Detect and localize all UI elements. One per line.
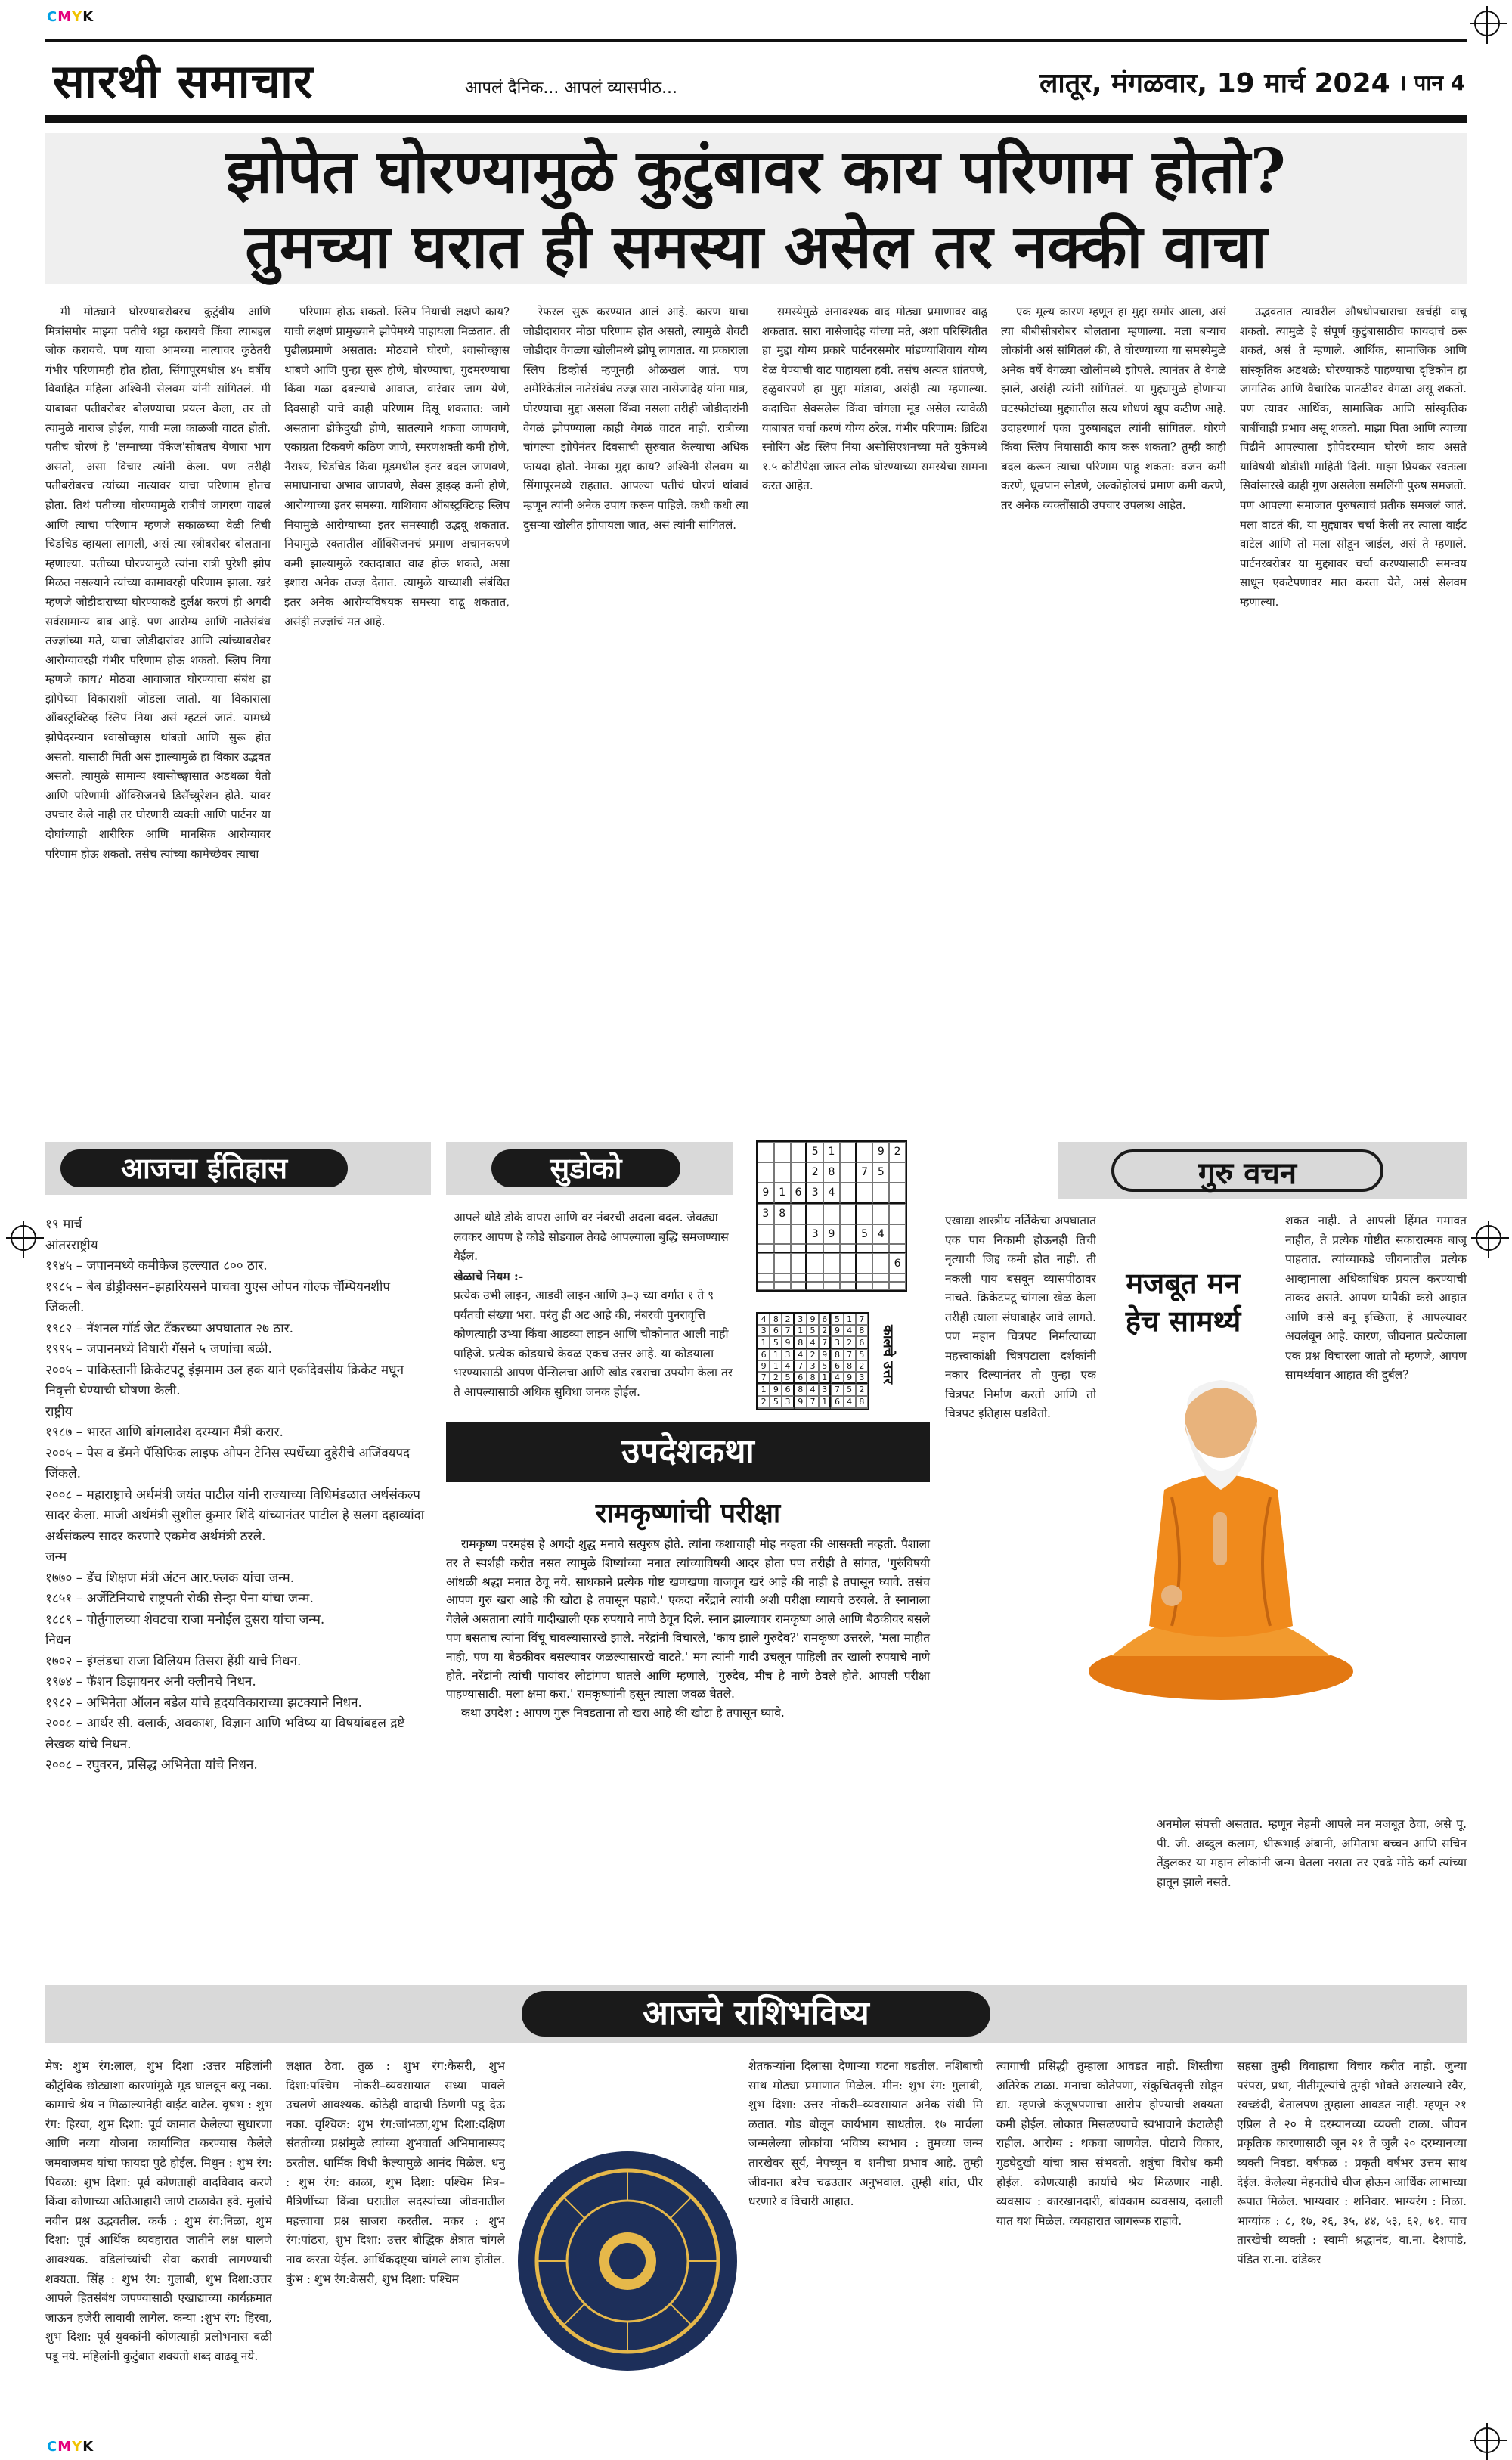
answer-cell [782,1407,794,1409]
sudoku-rules-title: खेळाचे नियम :- [454,1268,524,1283]
answer-cell: 4 [758,1314,770,1325]
answer-cell [758,1407,770,1409]
answer-cell: 6 [831,1396,843,1407]
sudoku-cell[interactable] [840,1162,857,1183]
sudoku-cell[interactable] [758,1224,774,1245]
sudoku-cell[interactable] [840,1273,857,1282]
masthead-top-rule [45,39,1467,42]
answer-cell: 3 [795,1314,807,1325]
sudoku-cell[interactable] [774,1142,791,1162]
sudoku-cell[interactable] [791,1244,807,1253]
answer-cell: 1 [758,1336,770,1348]
sudoku-cell[interactable] [758,1253,774,1273]
sudoku-cell[interactable]: 5 [857,1224,873,1245]
history-line: १८५१ – अर्जेंटिनियाचे राष्ट्रपती रोकी सेन्झ पेना यांचा जन्म. [45,1591,314,1606]
quote-text-left: एखाद्या शास्त्रीय नर्तिकेचा अपघातात एक पाय निकामी होऊनही तिची नृत्याची जिद्द कमी होत नाही. ती नकली पाय बसवून व्यासपीठावर नाचते. क्रिकेटपटू चांगला खेळ केला तरीही त्याला संघाबाहेर जावे लागते. पण महान चित्रपट निर्मात्याच्या महत्त्वाकांक्षी चित्रपटाला दर्शकांनी नकार दिल्यानंतर तो पुन्हा एक चित्रपट निर्माण करतो आणि तो चित्रपट इतिहास घडवितो. [945,1214,1096,1420]
meditating-sage-illustration [1081,1339,1361,1702]
answer-cell: 9 [770,1384,782,1395]
answer-cell: 2 [856,1384,868,1395]
sudoku-cell[interactable] [774,1282,791,1290]
sudoku-cell[interactable] [791,1273,807,1282]
sudoku-cell[interactable]: 3 [807,1224,823,1245]
history-line: आंतरराष्ट्रीय [45,1237,98,1253]
answer-cell: 2 [770,1372,782,1384]
answer-cell: 8 [807,1372,819,1384]
sudoku-cell[interactable]: 3 [807,1183,823,1204]
answer-cell: 8 [856,1396,868,1407]
answer-cell: 4 [807,1336,819,1348]
answer-cell: 1 [758,1384,770,1395]
quote-text-bottom: अनमोल संपत्ती असतात. म्हणून नेहमी आपले मन मजबूत ठेवा, असे पू. पी. जी. अब्दुल कलाम, धीरूभाई अंबानी, अमिताभ बच्चन आणि सचिन तेंडुलकर या महान लोकांनी जन्म घेतला नसता तर एवढे मोठे कर्म त्यांच्या हातून झाले नसते. [1157,1817,1467,1889]
history-line: २००८ – रघुवरन, प्रसिद्ध अभिनेता यांचे निधन. [45,1757,258,1773]
quote-heading: गुरु वचन [1111,1149,1383,1192]
sudoku-cell[interactable]: 9 [872,1142,889,1162]
answer-cell: 1 [844,1314,856,1325]
answer-cell: 1 [770,1360,782,1372]
article-body [45,302,1467,1119]
answer-cell: 2 [782,1314,794,1325]
quote-text-top-right: शकत नाही. ते आपली हिंमत गमावत नाहीत, ते प्रत्येक गोष्टीत सकारात्मक बाजू पाहतात. त्यांच्याकडे जीवनातील प्रत्येक आव्हानाला अधिकाधिक प्रयत्न करण्याची ताकद असते. आपण यापैकी कसे आहात आणि कसे बनू इच्छिता, हे आपल्यावर अवलंबून आहे. कारण, जीवनात प्रत्येकाला एक प्रश्न विचारला जातो तो म्हणजे, आपण सामर्थ्यवान आहात की दुर्बल? [1285,1214,1467,1382]
history-line: जन्म [45,1550,67,1565]
sudoku-cell[interactable] [823,1253,840,1273]
answer-cell [819,1407,831,1409]
history-line: २००८ – महाराष्ट्राचे अर्थमंत्री जयंत पाटील यांनी राज्याच्या विधिमंडळात अर्थसंकल्प सादर केला. माजी अर्थमंत्री सुशील कुमार शिंदे यांच्यानंतर पाटील हे सलग दहाव्यांदा अर्थसंकल्प सादर करणारे एकमेव अर्थमंत्री ठरले. [45,1487,425,1544]
cmyk-label-top: CMYK [47,9,94,25]
story-moral: कथा उपदेश : आपण गुरू निवडताना तो खरा आहे की खोटा हे तपासून घ्यावे. [461,1706,785,1720]
answer-cell: 1 [795,1325,807,1336]
sudoku-cell[interactable] [823,1282,840,1290]
sudoku-cell[interactable] [872,1273,889,1282]
sudoku-cell[interactable] [889,1204,906,1224]
sudoku-cell[interactable] [840,1282,857,1290]
zodiac-wheel-illustration [514,2148,741,2375]
history-line: १९८७ – भारत आणि बांगलादेश दरम्यान मैत्री करार. [45,1425,284,1440]
masthead [45,44,1467,113]
headline-line-2: तुमच्या घरात ही समस्या असेल तर नक्की वाचा [245,211,1267,282]
history-section [45,1142,431,1966]
sudoku-cell[interactable] [823,1273,840,1282]
sudoku-cell[interactable]: 8 [774,1204,791,1224]
answer-cell [831,1407,843,1409]
horoscope-column-1: मेष: शुभ रंग:लाल, शुभ दिशा :उत्तर महिलांनी कौटुंबिक छोट्याशा कारणांमुळे मूड घालवून बसू नका. कामाचे श्रेय न मिळाल्यानेही वाईट वाटेल. वृषभ : शुभ रंग: हिरवा, शुभ दिशा: पूर्व कामात केलेल्या सुधारणा आणि नव्या योजना कार्यान्वित करण्यास केलेले जमवाजमव यांचा फायदा पुढे होईल. मिथुन : शुभ रंग: पिवळा: शुभ दिशा: पूर्व कोणताही वादविवाद करणे किंवा कोणाच्या अतिआहारी जाणे टाळावेत हवे. मुलांचे नवीन प्रश्न उद्भवतील. कर्क : शुभ रंग:निळा, शुभ दिशा: पूर्व आर्थिक व्यवहारात जातीने लक्ष घालणे आवश्यक. वडिलांच्यांची सेवा करावी लागण्याची शक्यता. सिंह : शुभ रंग: गुलाबी, शुभ दिशा:उत्तर आपले हितसंबंध जपण्यासाठी एखाद्याच्या कार्यक्रमात जाऊन हजेरी लावावी लागेल. कन्या :शुभ रंग: हिरवा, शुभ दिशा: पूर्व युवकांनी कोणत्याही प्रलोभनास बळी पडू नये. महिलांनी कुटुंबात शक्यतो शब्द वाढवू नये. [45,2059,272,2363]
answer-cell: 5 [831,1314,843,1325]
history-line: १८८९ – पोर्तुगालच्या शेवटचा राजा मनोईल दुसरा यांचा जन्म. [45,1612,325,1627]
history-line: निधन [45,1633,71,1648]
answer-cell: 6 [782,1384,794,1395]
answer-cell: 9 [782,1336,794,1348]
article-column-1: मी मोठ्याने घोरण्याबरोबरच कुटुंबीय आणि मित्रांसमोर माझ्या पतीचे थट्टा करायचे किंवा त्याबद्दल जोक करायचे. पण याचा आमच्या नात्यावर कुठेतरी गंभीर परिणामही होत होता, सिंगापूरमधील ४५ वर्षीय विवाहित महिला अश्विनी सेलवम यांनी सांगितलं. मी याबाबत पतीबरोबर बोलण्याचा प्रयत्न केला, तर तो त्यामुळे नाराज होईल, याची मला काळजी वाटत होती. पतीचं घोरणं हे 'लग्नाच्या पॅकेज'सोबतच येणारा भाग असतो, असा विचार त्यांनी केला. पण तरीही पतीबरोबरच त्यांच्या नात्यावर याचा परिणाम होतच होता. तिथं पतीच्या घोरण्यामुळे रात्रीचं जागरण वाढलं आणि त्याचा परिणाम म्हणजे सकाळच्या वेळी तिची चिडचिड व्हायला लागली, असं त्या स्त्रीबरोबर बोलताना म्हणाल्या. पतीच्या घोरण्यामुळे त्यांना रात्री पुरेशी झोप मिळत नसल्याने त्यांच्या कामावरही परिणाम झाला. खरं म्हणजे जोडीदाराच्या घोरण्याकडे दुर्लक्ष करणं ही अगदी सर्वसामान्य बाब आहे. पण आरोग्य आणि नातेसंबंध तज्ज्ञांच्या मते, याचा जोडीदारांवर आणि त्यांच्याबरोबर आरोग्यावरही गंभीर परिणाम होऊ शकतो. स्लिप निया म्हणजे काय? मोठ्या आवाजात घोरण्याचा संबंध हा झोपेच्या विकाराशी जोडला जातो. या विकाराला ऑबस्ट्रक्टिव्ह स्लिप निया असं म्हटलं जातं. यामध्ये झोपेदरम्यान श्वासोच्छ्वास थांबतो आणि सुरू होत असतो. यासाठी मिती असं झाल्यामुळे हा विकार उद्भवत असतो. त्यामुळे सामान्य श्वासोच्छ्वासात अडथळा येतो आणि परिणामी ऑक्सिजनचे डिसॅच्युरेशन होते. यावर उपचार केले नाही तर घोरणारी व्यक्ती आणि पार्टनर या दोघांच्याही शारीरिक आणि मानसिक आरोग्यावर परिणाम होऊ शकतो. तसेच त्यांच्या कामेच्छेवर त्याचा [45,305,271,861]
sudoku-cell[interactable] [889,1282,906,1290]
story-body: रामकृष्ण परमहंस हे अगदी शुद्ध मनाचे सत्पुरुष होते. त्यांना कशाचाही मोह नव्हता की आसक्ती नव्हती. पैशाला तर ते स्पर्शही करीत नसत त्यामुळे शिष्यांच्या मनात त्यांच्याविषयी आदर होता पण तरीही ते सांगत, 'गुरुंविषयी आंधळी श्रद्धा मनात ठेवू नये. साधकाने प्रत्येक गोष्ट खणखणा वाजवून खरं आहे की नाही हे तपासून घ्यावे. तसंच आपण गुरु खरा आहे की खोटा हे तपासून पहावे.' एकदा नरेंद्राने त्यांची अशी परीक्षा घ्यायचे ठरवले. ते स्नानाला गेलेले असताना त्यांचे गादीखाली एक रुपयाचे नाणे ठेवून दिले. स्नान झाल्यावर रामकृष्ण आले आणि बैठकीवर बसले पण बसताच त्यांना विंचू चावल्यासारखे झाले. नरेंद्रांनी विचारले, 'काय झाले गुरुदेव?' रामकृष्ण उत्तरले, 'मला माहीत नाही, पण या बैठकीवर बसल्यावर जळल्यासारखे वाटते.' मग त्यांनी गादी उचलून पाहिली तर खाली रुपयाचे नाणे होते. नरेंद्रांनी त्यांची पायांवर लोटांगण घातले आणि म्हणाले, 'गुरुदेव, मीच हे नाणे ठेवले होते. आपली परीक्षा पाहण्यासाठी. मला क्षमा करा.' रामकृष्णांनी हसून त्याला जवळ घेतले. कथा उपदेश : आपण गुरू निवडताना तो खरा आहे की खोटा हे तपासून घ्यावे. [446,1535,930,1723]
sudoku-cell[interactable] [857,1253,873,1273]
sudoku-cell[interactable] [758,1162,774,1183]
answer-cell: 9 [844,1372,856,1384]
answer-cell: 3 [856,1372,868,1384]
answer-cell: 7 [782,1325,794,1336]
history-line: १९८२ – अभिनेता ऑलन बडेल यांचे हृदयविकाराच्या झटक्याने निधन. [45,1695,362,1711]
history-heading: आजचा ईतिहास [60,1149,348,1187]
history-line: १९९५ – जपानमध्ये विषारी गॅसने ५ जणांचा बळी. [45,1342,272,1357]
answer-cell: 7 [856,1314,868,1325]
history-header [45,1142,431,1195]
page-number: । पान 4 [1399,70,1466,95]
sudoku-cell[interactable] [840,1204,857,1224]
sudoku-cell[interactable] [872,1204,889,1224]
answer-cell: 5 [770,1336,782,1348]
article-column-5: एक मूल्य कारण म्हणून हा मुद्दा समोर आला, असं त्या बीबीसीबरोबर बोलताना म्हणाल्या. मला बऱ्याच लोकांनी असं सांगितलं की, ते घोरण्याच्या या समस्येमुळे अनेक वर्षे वेगळ्या खोलीमध्ये झोपले. त्यानंतर ते वेगळे झाले, असंही त्यांनी सांगितलं. या मुद्द्यामुळे होणाऱ्या घटस्फोटांच्या मुद्द्यातील सत्य शोधणं खूप कठीण आहे. उदाहरणार्थ एका पुरुषाबद्दल त्यांनी सांगितलं. घोरणे किंवा स्लिप नियासाठी काय करू शकता? तुम्ही काही बदल करून त्याचा परिणाम पाहू शकता: वजन कमी करणे, धूम्रपान सोडणे, अल्कोहोलचं प्रमाण कमी करणे, तर अनेक व्यक्तींसाठी उपचार उपलब्ध आहेत. [1001,305,1226,512]
answer-cell: 3 [831,1336,843,1348]
answer-cell: 5 [856,1349,868,1360]
answer-cell: 5 [770,1396,782,1407]
registration-mark [1474,2427,1500,2453]
answer-cell: 3 [758,1325,770,1336]
horoscope-column-5: सहसा तुम्ही विवाहाचा विचार करीत नाही. जुन्या परंपरा, प्रथा, नीतीमूल्यांचे तुम्ही भोक्ते असल्याने स्वैर, स्वच्छंदी, बेतालपण तुम्हाला आवडत नाही. म्हणून २१ एप्रिल ते २० मे दरम्यानच्या व्यक्ती टाळा. जीवन प्रकृतिक कारणासाठी जून २१ ते जुलै २० दरम्यानच्या व्यक्ती निवडा. वर्षफळ : प्रकृती वर्षभर उत्तम साथ देईल. केलेल्या मेहनतीचे चीज होऊन आर्थिक लाभाच्या रूपात मिळेल. भाग्यवार : शनिवार. भाग्यरंग : निळा. भाग्यांक : ८, १७, २६, ३५, ४४, ५३, ६२, ७१. याच तारखेची व्यक्ती : स्वामी श्रद्धानंद, वा.ना. देशपांडे, पंडित रा.ना. दांडेकर [1237,2059,1467,2266]
answer-cell: 1 [819,1396,831,1407]
sudoku-cell[interactable] [823,1244,840,1253]
answer-cell: 6 [819,1314,831,1325]
date-line: लातूर, मंगळवार, 19 मार्च 2024 [1040,68,1390,99]
answer-cell: 6 [758,1349,770,1360]
sudoku-cell[interactable] [857,1244,873,1253]
answer-cell: 3 [782,1396,794,1407]
sudoku-cell[interactable] [889,1244,906,1253]
answer-cell: 4 [807,1384,819,1395]
sudoku-cell[interactable] [774,1244,791,1253]
sudoku-cell[interactable] [889,1273,906,1282]
sudoku-cell[interactable]: 7 [857,1162,873,1183]
quote-title: मजबूत मन हेच सामर्थ्य [1125,1266,1241,1338]
answer-cell: 7 [831,1384,843,1395]
article-column-2: परिणाम होऊ शकतो. स्लिप नियाची लक्षणे काय? याची लक्षणं प्रामुख्याने झोपेमध्ये पाहायला मिळतात. ती पुढीलप्रमाणे असतात: मोठ्याने घोरणे, श्वासोच्छ्वास थांबणे आणि पुन्हा सुरू होणे, घोरण्याचा, गुदमरण्याचा किंवा गळा दबल्याचे आवाज, वारंवार जाग येणे, दिवसाही याचे काही परिणाम दिसू शकतात: जागे असताना डोकेदुखी होणे, सातत्याने थकवा जाणवणे, एकाग्रता टिकवणे कठिण जाणे, स्मरणशक्ती कमी होणे, नैराश्य, चिडचिड किंवा मूडमधील इतर बदल जाणवणे, समाधानाचा अभाव जाणवणे, सेक्स ड्राइव्ह कमी होणे, आरोग्याच्या इतर समस्या. याशिवाय ऑबस्ट्रक्टिव्ह स्लिप नियामुळे आरोग्याच्या इतर समस्याही उद्भवू शकतात. नियामुळे रक्तातील ऑक्सिजनचं प्रमाण अचानकपणे कमी झाल्यामुळे रक्तदाबात वाढ होऊ शकते, असा इशारा अनेक तज्ज्ञ देतात. त्यामुळे याच्याशी संबंधित इतर अनेक आरोग्यविषयक समस्या वाढू शकतात, असंही तज्ज्ञांचं मत आहे. [284,305,510,628]
sudoku-cell[interactable] [857,1273,873,1282]
answer-cell: 3 [782,1349,794,1360]
sudoku-cell[interactable] [823,1204,840,1224]
sudoku-cell[interactable] [774,1162,791,1183]
answer-cell: 6 [770,1325,782,1336]
answer-cell: 4 [782,1360,794,1372]
answer-cell: 2 [758,1396,770,1407]
history-list [45,1214,431,1776]
sudoku-cell[interactable] [889,1224,906,1245]
answer-cell: 4 [844,1325,856,1336]
sudoku-cell[interactable]: 5 [807,1142,823,1162]
history-line: १९ मार्च [45,1217,82,1232]
registration-mark [1476,1225,1501,1251]
sudoku-cell[interactable] [758,1273,774,1282]
history-line: १९८२ – नॅशनल गॉर्ड जेट टँकरच्या अपघातात २७ ठार. [45,1320,294,1336]
sudoku-cell[interactable]: 5 [872,1162,889,1183]
sudoku-cell[interactable]: 3 [758,1204,774,1224]
sudoku-cell[interactable]: 8 [823,1162,840,1183]
history-line: २००५ – पेस व डॅमने पॅसिफिक लाइफ ओपन टेनिस स्पर्धेच्या दुहेरीचे अजिंक्यपद जिंकले. [45,1445,411,1481]
sudoku-cell[interactable] [872,1183,889,1204]
history-line: २००८ – आर्थर सी. क्लार्क, अवकाश, विज्ञान आणि भविष्य या विषयांबद्दल द्रष्टे लेखक यांचे निधन. [45,1716,405,1752]
history-line: १७०२ – इंग्लंडचा राजा विलियम तिसरा हेंग्री याचे निधन. [45,1653,302,1669]
sudoku-cell[interactable] [807,1244,823,1253]
sudoku-cell[interactable] [840,1142,857,1162]
sudoku-cell[interactable] [857,1183,873,1204]
answer-cell: 5 [807,1325,819,1336]
history-line: राष्ट्रीय [45,1404,73,1419]
sudoku-cell[interactable]: 4 [823,1183,840,1204]
sudoku-cell[interactable]: 9 [758,1183,774,1204]
sudoku-cell[interactable] [840,1224,857,1245]
horoscope-column-3: शेतकऱ्यांना दिलासा देणाऱ्या घटना घडतील. नशिबाची साथ मोठ्या प्रमाणात मिळेल. मीन: शुभ रंग: गुलाबी, शुभ दिशा: उत्तर नोकरी–व्यवसायात अनेक संधी मि ळतात. गोड बोलून कार्यभाग साधतील. १७ मार्चला जन्मलेल्या लोकांचा भविष्य स्वभाव : तुमच्या जन्म तारखेवर सूर्य, नेपच्यून व शनीचा प्रभाव आहे. तुम्ही जीवनात बरेच चढउतार अनुभवाल. तुम्ही शांत, धीर धरणारे व विचारी आहात. [748,2059,983,2209]
sudoku-cell[interactable] [872,1244,889,1253]
cmyk-label-bottom: CMYK [47,2439,94,2455]
article-column-3: रेफरल सुरू करण्यात आलं आहे. कारण याचा जोडीदारावर मोठा परिणाम होत असतो, त्यामुळे शेवटी जोडीदार वेगळ्या खोलीमध्ये झोपू लागतात. या प्रकाराला स्लिप डिव्होर्स म्हणूनही ओळखलं जातं. पण अमेरिकेतील नातेसंबंध तज्ज्ञ सारा नासेजादेह यांना मात्र, घोरण्याचा मुद्दा असला किंवा नसला तरीही जोडीदारांनी वेगळं झोपण्याला काही वेगळं वाटत नाही. रात्रीच्या चांगल्या झोपेनंतर दिवसाची सुरुवात केल्याचा अधिक फायदा होतो. नेमका मुद्दा काय? अश्विनी सेलवम या सिंगापूरमध्ये राहतात. आपल्या पतीचं घोरणं थांबावं म्हणून त्यांनी अनेक उपाय करून पाहिले. कधी कधी त्या दुसऱ्या खोलीत झोपायला जात, असं त्यांनी सांगितलं. [523,305,748,532]
answer-cell: 9 [795,1396,807,1407]
sudoku-cell[interactable]: 4 [872,1224,889,1245]
sudoku-cell[interactable] [857,1204,873,1224]
sudoku-cell[interactable] [791,1224,807,1245]
answer-cell: 6 [795,1372,807,1384]
answer-cell: 9 [819,1349,831,1360]
answer-cell: 4 [831,1372,843,1384]
sudoku-cell[interactable] [857,1142,873,1162]
answer-cell: 3 [807,1360,819,1372]
sudoku-cell[interactable] [807,1204,823,1224]
sudoku-puzzle-grid[interactable] [756,1140,907,1292]
answer-cell: 2 [819,1325,831,1336]
answer-cell [770,1407,782,1409]
article-column-4: समस्येमुळे अनावश्यक वाद मोठ्या प्रमाणावर वाढू शकतात. सारा नासेजादेह यांच्या मते, अशा परिस्थितीत हा मुद्दा योग्य प्रकारे पार्टनरसमोर मांडण्याशिवाय योग्य वेळ येण्याची वाट पाहायला हवी. तसंच अत्यंत शांतपणे, हळुवारपणे हा मुद्दा मांडावा, असंही त्या म्हणाल्या. कदाचित सेक्सलेस किंवा चांगला मूड असेल त्यावेळी याबाबत चर्चा करणं योग्य ठरेल. गंभीर परिणाम: ब्रिटिश स्नोरिंग अँड स्लिप निया असोसिएशनच्या मते युकेमध्ये १.५ कोटीपेक्षा जास्त लोक घोरण्याच्या समस्येचा सामना करत आहेत. [762,305,987,493]
sudoku-cell[interactable] [774,1224,791,1245]
answer-cell: 4 [795,1349,807,1360]
history-line: २००५ – पाकिस्तानी क्रिकेटपटू इंझमाम उल हक याने एकदिवसीय क्रिकेट मधून निवृत्ती घेण्याची घोषणा केली. [45,1362,404,1398]
answer-cell: 8 [795,1336,807,1348]
answer-cell: 8 [844,1360,856,1372]
answer-cell: 7 [844,1349,856,1360]
answer-cell: 4 [844,1396,856,1407]
history-line: १९८५ – बेब डीड्रीक्सन–झहारियसने पाचवा युएस ओपन गोल्फ चॅम्पियनशीप जिंकली. [45,1279,391,1315]
sudoku-heading: सुडोको [491,1149,680,1187]
answer-label: कालचे उत्तर [880,1325,896,1385]
horoscope-column-4: त्यागाची प्रसिद्धी तुम्हाला आवडत नाही. शिस्तीचा अतिरेक टाळा. मनाचा कोतेपणा, संकुचितवृत्ती सोडून द्या. म्हणजे कंजूषपणाचा आरोप होण्याची शक्यता कमी होईल. लोकात मिसळण्याचे स्वभावाने कंटाळेही राहील. आरोग्य : थकवा जाणवेल. पोटाचे विकार, गुडघेदुखी यांचा त्रास संभवतो. शत्रुंचा विरोध कमी होईल. कोणत्याही कार्याचे श्रेय मिळणार नाही. व्यवसाय : कारखानदारी, बांधकाम व्यवसाय, दलाली यात यश मिळेल. व्यवहारात जागरूक राहावे. [996,2059,1223,2228]
sudoku-cell[interactable] [872,1253,889,1273]
sudoku-cell[interactable]: 9 [823,1224,840,1245]
article-column-6: उद्भवतात त्यावरील औषधोपचाराचा खर्चही वाचू शकतो. त्यामुळे हे संपूर्ण कुटुंबासाठीच फायदाचं ठरू शकतं, असं ते म्हणाले. आर्थिक, सामाजिक आणि सांस्कृतिक अडथळे: घोरण्याकडे पाहण्याचा दृष्टिकोन हा जागतिक आणि वैचारिक पातळीवर वेगळा असू शकतो. पण त्यावर आर्थिक, सामाजिक आणि सांस्कृतिक बाबींचाही प्रभाव असू शकतो. माझा पिता आणि त्याच्या पिढीने आपल्याला झोपेदरम्यान घोरणे काय असते याविषयी थोडीशी माहिती दिली. माझा प्रियकर स्वतःला सिवांसारखे काही गुण असलेला समलिंगी पुरुष समजतो. पण आपल्या समाजात पुरुषत्वाचं प्रतीक समजलं जातं. मला वाटतं की, या मुद्द्यावर चर्चा केली तर त्याला वाईट वाटेल आणि तो मला सोडून जाईल, असं ते म्हणाले. पार्टनरबरोबर या मुद्द्यावर चर्चा करण्यासाठी समन्वय साधून एकटेपणावर मात करता येते, असं सेलवम म्हणाल्या. [1240,305,1467,609]
answer-cell: 5 [782,1372,794,1384]
sudoku-cell[interactable]: 1 [774,1183,791,1204]
sudoku-cell[interactable] [889,1162,906,1183]
history-line: १७७० – डॅच शिक्षण मंत्री अंटन आर.फ्लक यांचा जन्म. [45,1570,295,1586]
sudoku-cell[interactable] [758,1244,774,1253]
masthead-bottom-rule [45,115,1467,123]
answer-cell: 7 [795,1360,807,1372]
horoscope-header [45,1985,1467,2043]
sudoku-header [446,1142,733,1195]
sudoku-cell[interactable] [872,1282,889,1290]
answer-cell: 1 [770,1349,782,1360]
sudoku-instructions: आपले थोडे डोके वापरा आणि वर नंबरची अदला बदल. जेवढ्या लवकर आपण हे कोडे सोडवाल तेवढे आपल्याला बुद्धि समजण्यास येईल. खेळाचे नियम :- प्रत्येक उभी लाइन, आडवी लाइन आणि ३–३ च्या वर्गात १ ते ९ पर्यंतची संख्या भरा. परंतु ही अट आहे की, नंबरची पुनरावृत्ति कोणत्याही उभ्या किंवा आडव्या लाइन आणि चौकोनात आली नाही पाहिजे. प्रत्येक कोडयाचे केवळ एकच उत्तर आहे. या कोडयाला भरण्यासाठी आपण पेन्सिलचा आणि खोड रबराचा उपयोग केला तर ते आपल्यासाठी अधिक सुविधा जनक होईल. [454,1211,733,1399]
sudoku-cell[interactable] [807,1273,823,1282]
sudoku-cell[interactable]: 2 [807,1162,823,1183]
answer-cell: 9 [758,1360,770,1372]
answer-cell: 9 [807,1314,819,1325]
answer-cell: 8 [856,1325,868,1336]
answer-cell [807,1407,819,1409]
answer-cell [795,1407,807,1409]
answer-cell: 1 [819,1372,831,1384]
sudoku-cell[interactable] [791,1204,807,1224]
sudoku-cell[interactable] [774,1273,791,1282]
answer-cell: 6 [856,1336,868,1348]
answer-cell [844,1407,856,1409]
sudoku-cell[interactable]: 2 [889,1142,906,1162]
sudoku-cell[interactable] [889,1183,906,1204]
answer-cell: 7 [819,1336,831,1348]
answer-cell [856,1407,868,1409]
sudoku-cell[interactable] [840,1253,857,1273]
headline-block [45,133,1467,284]
newspaper-name: सारथी समाचार [53,54,314,109]
sudoku-cell[interactable] [807,1253,823,1273]
horoscope-column-2: लक्षात ठेवा. तुळ : शुभ रंग:केसरी, शुभ दिशा:पश्चिम नोकरी–व्यवसायात सध्या पावले उचलणे आवश्यक. कोठेही वादाची ठिणगी पडू देऊ नका. वृश्चिक: शुभ रंग:जांभळा,शुभ दिशा:दक्षिण संततीच्या प्रश्नांमुळे त्यांच्या शुभवार्ता अभिमानास्पद ठरतील. धार्मिक विधी केल्यामुळे आनंद मिळेल. धनु : शुभ रंग: काळा, शुभ दिशा: पश्चिम मित्र–मैत्रिणींच्या किंवा घरातील सदस्यांच्या जीवनातील महत्त्वाचा प्रश्न साजरा करतील. मकर : शुभ रंग:पांढरा, शुभ दिशा: उत्तर बौद्धिक क्षेत्रात चांगले नाव करता येईल. आर्थिकदृष्ट्या चांगले लाभ होतील. कुंभ : शुभ रंग:केसरी, शुभ दिशा: पश्चिम [286,2059,505,2286]
answer-cell: 6 [831,1360,843,1372]
history-line: १९७४ – फॅशन डिझायनर अनी क्लीनचे निधन. [45,1674,256,1689]
sudoku-cell[interactable] [791,1162,807,1183]
answer-cell: 8 [831,1349,843,1360]
answer-cell: 2 [856,1360,868,1372]
sudoku-cell[interactable] [774,1253,791,1273]
answer-cell: 5 [844,1384,856,1395]
sudoku-cell[interactable] [791,1253,807,1273]
answer-cell: 3 [819,1384,831,1395]
sudoku-cell[interactable] [840,1183,857,1204]
sudoku-cell[interactable]: 6 [889,1253,906,1273]
sudoku-cell[interactable] [807,1282,823,1290]
story-title: रामकृष्णांची परीक्षा [595,1497,781,1529]
sudoku-cell[interactable] [840,1244,857,1253]
sudoku-cell[interactable]: 1 [823,1142,840,1162]
sudoku-cell[interactable] [758,1282,774,1290]
horoscope-heading: आजचे राशिभविष्य [522,1991,990,2037]
answer-cell: 2 [807,1349,819,1360]
answer-cell: 7 [807,1396,819,1407]
sudoku-answer-grid [756,1312,869,1410]
sudoku-cell[interactable]: 6 [791,1183,807,1204]
sudoku-cell[interactable] [857,1282,873,1290]
answer-cell: 5 [819,1360,831,1372]
quote-header [1058,1142,1467,1199]
story-heading: उपदेशकथा [446,1422,930,1482]
sudoku-cell[interactable] [791,1282,807,1290]
history-line: १९४५ – जपानमध्ये कमीकेज हल्ल्यात ८०० ठार. [45,1258,268,1273]
answer-cell: 8 [770,1314,782,1325]
answer-cell: 7 [758,1372,770,1384]
newspaper-tagline: आपलं दैनिक... आपलं व्यासपीठ... [465,79,678,98]
answer-cell: 8 [795,1384,807,1395]
sudoku-cell[interactable] [758,1142,774,1162]
answer-cell: 2 [844,1336,856,1348]
headline-line-1: झोपेत घोरण्यामुळे कुटुंबावर काय परिणाम होतो? [226,135,1286,206]
registration-mark [11,1225,36,1251]
answer-cell: 9 [831,1325,843,1336]
sudoku-cell[interactable] [791,1142,807,1162]
registration-mark [1474,11,1500,36]
